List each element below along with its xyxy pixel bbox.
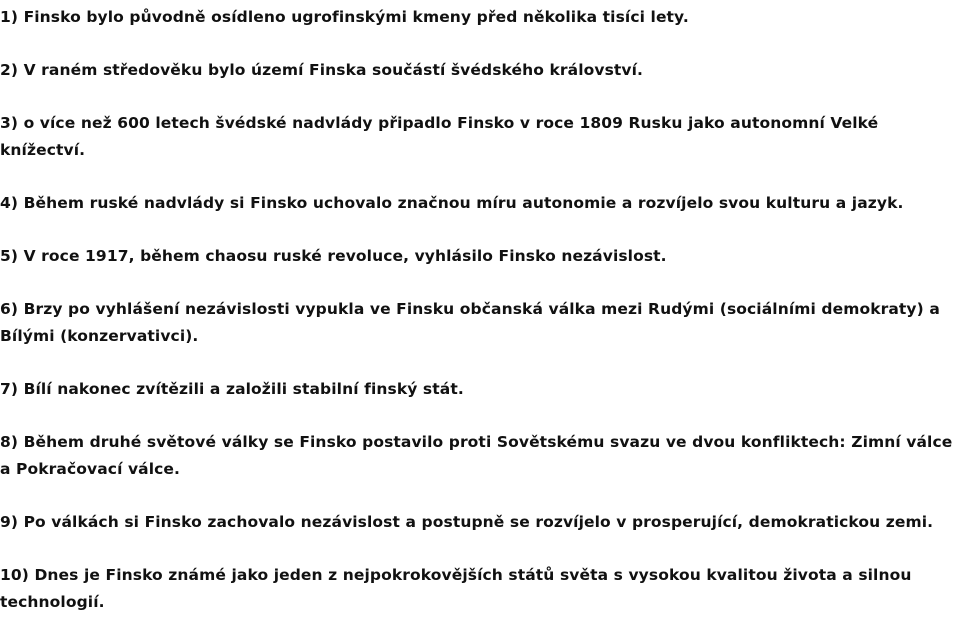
list-item-4: 4) Během ruské nadvlády si Finsko uchovalo značnou míru autonomie a rozvíjelo svou kulturu a jazyk. xyxy=(0,194,904,212)
document-text xyxy=(0,4,960,642)
list-item-9: 9) Po válkách si Finsko zachovalo nezávislost a postupně se rozvíjelo v prosperující, demokratickou zemi. xyxy=(0,513,934,531)
list-item-1: 1) Finsko bylo původně osídleno ugrofinskými kmeny před několika tisíci lety. xyxy=(0,8,689,26)
list-item-5: 5) V roce 1917, během chaosu ruské revoluce, vyhlásilo Finsko nezávislost. xyxy=(0,247,667,265)
list-item-10: 10) Dnes je Finsko známé jako jeden z nejpokrokovějších států světa s vysokou kvalitou života a silnou technologií. xyxy=(0,566,912,611)
list-item-2: 2) V raném středověku bylo území Finska součástí švédského království. xyxy=(0,61,644,79)
list-item-7: 7) Bílí nakonec zvítězili a založili stabilní finský stát. xyxy=(0,380,464,398)
list-item-3: 3) o více než 600 letech švédské nadvlády připadlo Finsko v roce 1809 Rusku jako autonomní Velké knížectví. xyxy=(0,114,879,159)
list-item-8: 8) Během druhé světové války se Finsko postavilo proti Sovětskému svazu ve dvou konfliktech: Zimní válce a Pokračovací válce. xyxy=(0,433,953,478)
list-item-6: 6) Brzy po vyhlášení nezávislosti vypukla ve Finsku občanská válka mezi Rudými (sociálními demokraty) a Bílými (konzervativci). xyxy=(0,300,940,345)
